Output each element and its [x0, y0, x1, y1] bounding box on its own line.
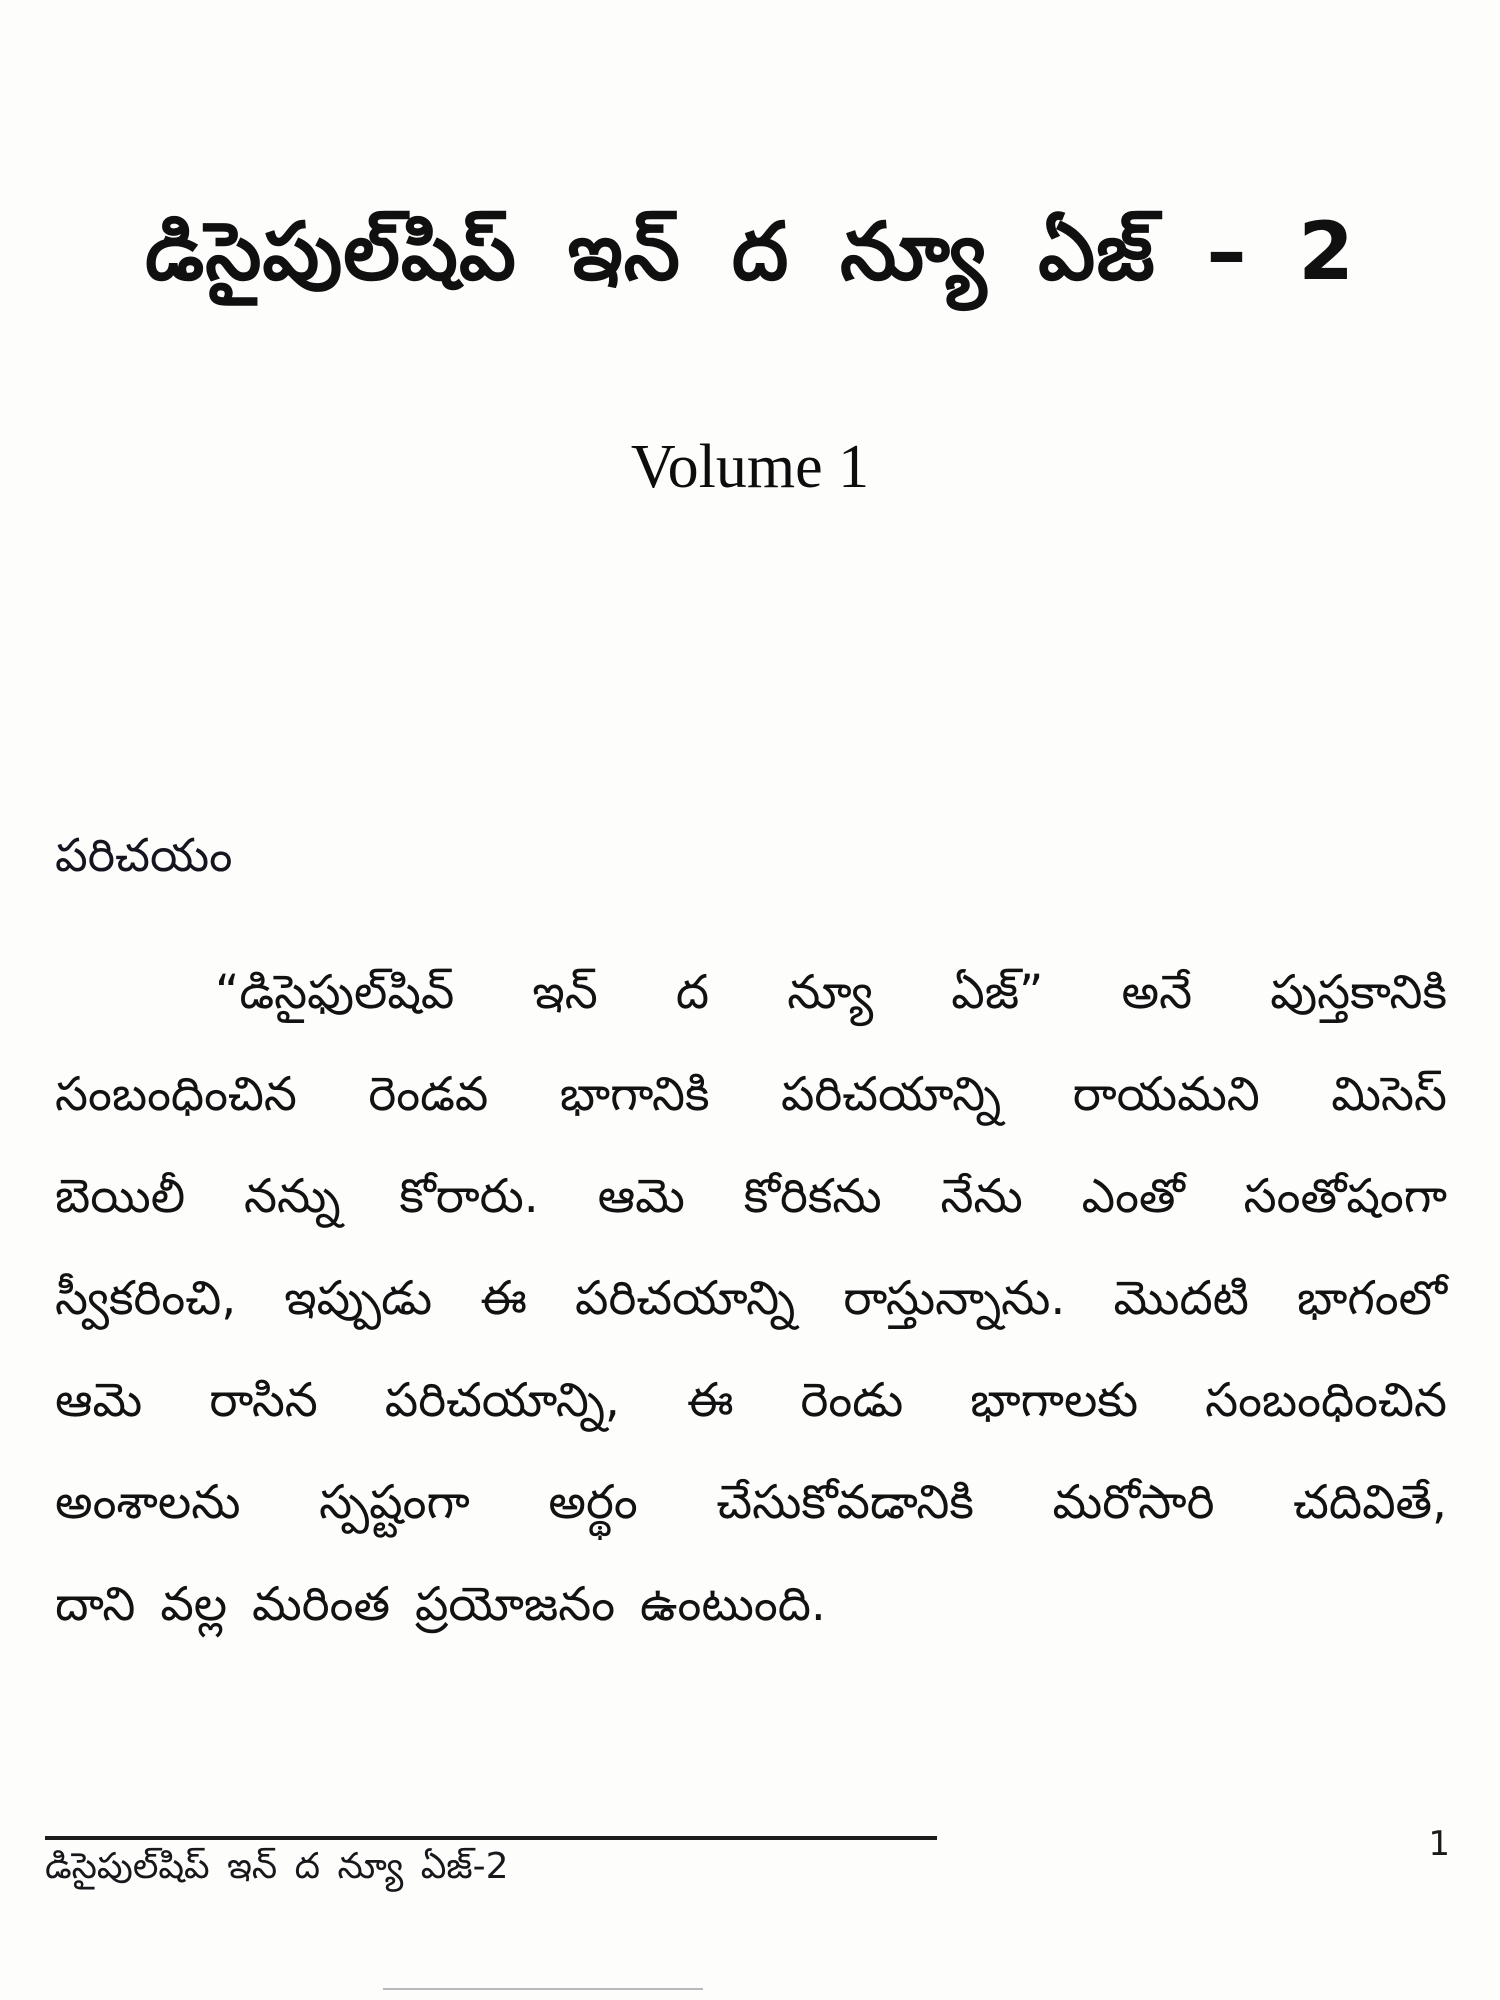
paragraph-line-6: అంశాలను స్పష్టంగా అర్థం చేసుకోవడానికి మరోసారి చదివితే,: [55, 1475, 1447, 1530]
intro-paragraph: [55, 942, 1447, 1656]
volume-subtitle: Volume 1: [630, 433, 870, 501]
paragraph-line-7: దాని వల్ల మరింత ప్రయోజనం ఉంటుంది.: [55, 1577, 826, 1632]
footer-divider-line: [45, 1836, 937, 1840]
paragraph-line-4: స్వీకరించి, ఇప్పుడు ఈ పరిచయాన్ని రాస్తున్నాను. మొదటి భాగంలో: [55, 1271, 1447, 1326]
paragraph-line-2: సంబంధించిన రెండవ భాగానికి పరిచయాన్ని రాయమని మిసెస్: [55, 1067, 1447, 1122]
paragraph-line-5: ఆమె రాసిన పరిచయాన్ని, ఈ రెండు భాగాలకు సంబంధించిన: [55, 1373, 1447, 1428]
paragraph-line-3: బెయిలీ నన్ను కోరారు. ఆమె కోరికను నేను ఎంతో సంతోషంగా: [55, 1169, 1447, 1224]
paragraph-line-1: “డిసైఫుల్‌షివ్ ఇన్ ద న్యూ ఏజ్” అనే పుస్తకానికి: [215, 965, 1447, 1020]
section-heading-introduction: పరిచయం: [55, 828, 233, 882]
scan-artifact-line: [383, 1988, 703, 1990]
footer-running-title: డిసైపుల్‌షిప్ ఇన్ ద న్యూ ఏజ్-2: [45, 1846, 509, 1887]
page-number: 1: [1428, 1824, 1450, 1864]
book-title: డిసైపుల్‌షిప్ ఇన్ ద న్యూ ఏజ్ – 2: [145, 205, 1355, 298]
